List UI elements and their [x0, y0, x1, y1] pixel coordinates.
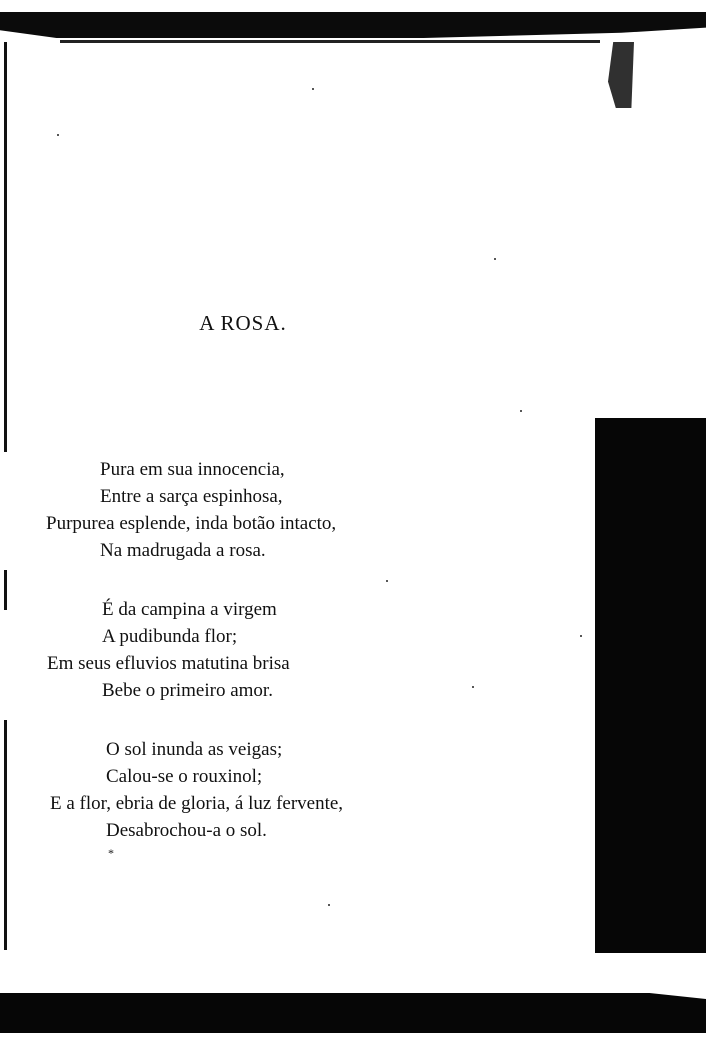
poem-line: Desabrochou-a o sol.: [106, 820, 267, 841]
scan-speck: [472, 686, 474, 688]
poem-line: Calou-se o rouxinol;: [106, 766, 263, 787]
poem-line: O sol inunda as veigas;: [106, 739, 283, 760]
ornament-asterisk: *: [108, 846, 114, 860]
scan-speck: [328, 904, 330, 906]
poem-line: É da campina a virgem: [102, 599, 277, 620]
scan-smudge: [608, 42, 634, 108]
scan-speck: [57, 134, 59, 136]
scan-speck: [520, 410, 522, 412]
poem-line: Pura em sua innocencia,: [100, 459, 285, 480]
scan-speck: [386, 580, 388, 582]
scan-shadow-right: [595, 418, 706, 953]
poem-line: A pudibunda flor;: [102, 626, 238, 647]
poem-line: Em seus efluvios matutina brisa: [47, 653, 290, 674]
scan-edge-left: [4, 42, 7, 452]
scan-speck: [580, 635, 582, 637]
poem-line: Purpurea esplende, inda botão intacto,: [46, 513, 337, 534]
poem-line: Entre a sarça espinhosa,: [100, 486, 283, 507]
scan-edge-left: [4, 570, 7, 610]
scan-speck: [312, 88, 314, 90]
scan-edge-bottom: [0, 993, 706, 1033]
scan-edge-top: [0, 12, 706, 38]
poem-line: E a flor, ebria de gloria, á luz fervente,: [50, 793, 344, 814]
scan-rule-top: [60, 40, 600, 43]
scan-edge-left: [4, 720, 7, 950]
scan-speck: [494, 258, 496, 260]
poem-line: Bebe o primeiro amor.: [102, 680, 273, 701]
poem-line: Na madrugada a rosa.: [100, 540, 266, 561]
poem-title: A ROSA.: [199, 311, 287, 335]
